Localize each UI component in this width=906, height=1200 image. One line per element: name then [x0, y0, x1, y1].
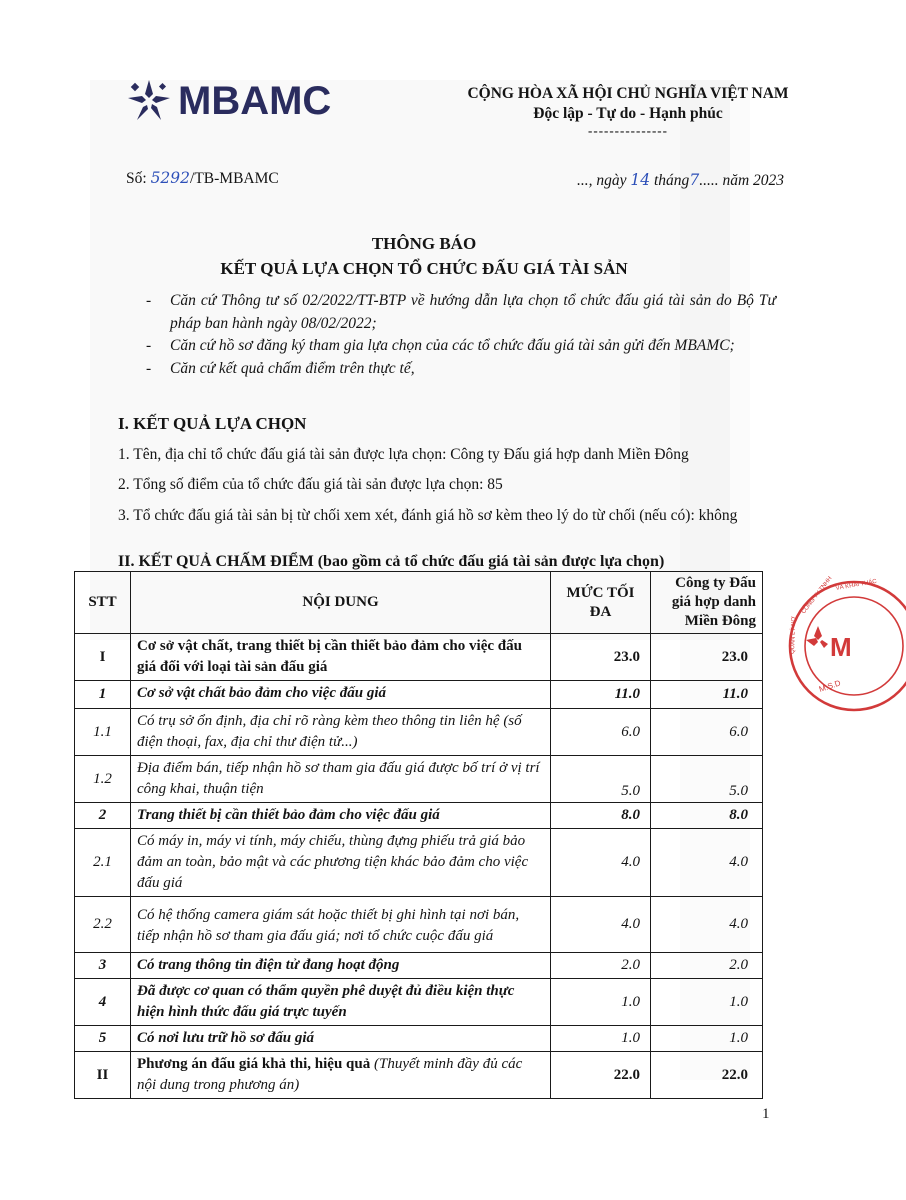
table-header-row — [75, 572, 763, 634]
country-name: CỘNG HÒA XÃ HỘI CHỦ NGHĨA VIỆT NAM — [467, 85, 789, 102]
notice-subtitle: KẾT QUẢ LỰA CHỌN TỔ CHỨC ĐẤU GIÁ TÀI SẢN — [220, 259, 628, 278]
table-row — [75, 709, 763, 756]
legal-basis-item — [146, 290, 776, 335]
row-stt: 1 — [75, 681, 131, 709]
row-content: Địa điểm bán, tiếp nhận hồ sơ tham gia đấu giá được bố trí ở vị trí công khai, thuận tiện — [131, 756, 551, 803]
heading-divider: --------------- — [588, 123, 668, 138]
row-content: Có trụ sở ổn định, địa chỉ rõ ràng kèm theo thông tin liên hệ (số điện thoại, fax, địa chỉ thư điện tử...) — [131, 709, 551, 756]
row-content: Có máy in, máy vi tính, máy chiếu, thùng đựng phiếu trả giá bảo đảm an toàn, bảo mật và các phương tiện khác bảo đảm cho việc đấu giá — [131, 829, 551, 897]
row-content: Trang thiết bị cần thiết bảo đảm cho việc đấu giá — [131, 803, 551, 829]
row-stt: I — [75, 634, 131, 681]
bullet: - — [146, 292, 152, 309]
row-score: 4.0 — [651, 897, 763, 953]
row-stt: 2 — [75, 803, 131, 829]
doc-number-suffix: /TB-MBAMC — [190, 170, 279, 187]
document-date — [577, 171, 784, 190]
row-stt: 1.1 — [75, 709, 131, 756]
row-score: 6.0 — [651, 709, 763, 756]
row-content: Cơ sở vật chất, trang thiết bị cần thiết bảo đảm cho việc đấu giá đối với loại tài sản đấu giá — [131, 634, 551, 681]
legal-basis-text: Căn cứ Thông tư số 02/2022/TT-BTP về hướng dẫn lựa chọn tổ chức đấu giá tài sản do Bộ Tư pháp ban hành ngày 08/02/2022; — [170, 292, 776, 332]
row-max: 8.0 — [551, 803, 651, 829]
row-max: 4.0 — [551, 829, 651, 897]
header-content: NỘI DUNG — [131, 572, 551, 634]
table-row — [75, 1026, 763, 1052]
bullet: - — [146, 359, 152, 377]
svg-text:M: M — [830, 632, 852, 662]
row-score: 8.0 — [651, 803, 763, 829]
row-max: 2.0 — [551, 953, 651, 979]
row-score: 2.0 — [651, 953, 763, 979]
row-max: 5.0 — [551, 756, 651, 803]
date-month-handwritten: 7 — [689, 171, 700, 189]
svg-text:CÔNG TY TNHH: CÔNG TY TNHH — [800, 575, 834, 616]
table-row — [75, 953, 763, 979]
date-year: ..... năm 2023 — [699, 172, 785, 189]
row-content: Có hệ thống camera giám sát hoặc thiết bị ghi hình tại nơi bán, tiếp nhận hồ sơ tham gia đấu giá; nơi tổ chức cuộc đấu giá — [131, 897, 551, 953]
row-max: 6.0 — [551, 709, 651, 756]
date-month-label: tháng — [650, 172, 690, 189]
header-stt: STT — [75, 572, 131, 634]
selected-organization: 1. Tên, địa chỉ tổ chức đấu giá tài sản được lựa chọn: Công ty Đấu giá hợp danh Miền Đông — [118, 446, 689, 463]
scoring-table — [74, 571, 763, 1099]
row-stt: 1.2 — [75, 756, 131, 803]
row-stt: 5 — [75, 1026, 131, 1052]
row-max: 22.0 — [551, 1052, 651, 1099]
date-prefix: ..., ngày — [577, 172, 631, 189]
table-row — [75, 979, 763, 1026]
row-score: 1.0 — [651, 979, 763, 1026]
svg-text:M.S.D: M.S.D — [817, 678, 842, 694]
row-score: 1.0 — [651, 1026, 763, 1052]
row-stt: 2.1 — [75, 829, 131, 897]
row-max: 23.0 — [551, 634, 651, 681]
row-stt: II — [75, 1052, 131, 1099]
row-max: 1.0 — [551, 979, 651, 1026]
row-content: Đã được cơ quan có thẩm quyền phê duyệt đủ điều kiện thực hiện hình thức đấu giá trực tuyến — [131, 979, 551, 1026]
table-row — [75, 1052, 763, 1099]
row-stt: 3 — [75, 953, 131, 979]
table-row — [75, 897, 763, 953]
row-content-bold: Phương án đấu giá khả thi, hiệu quả — [137, 1056, 371, 1072]
legal-basis-text: Căn cứ kết quả chấm điểm trên thực tế, — [170, 359, 415, 377]
legal-basis-text: Căn cứ hồ sơ đăng ký tham gia lựa chọn của các tổ chức đấu giá tài sản gửi đến MBAMC; — [170, 337, 735, 354]
row-max: 11.0 — [551, 681, 651, 709]
row-score: 4.0 — [651, 829, 763, 897]
bullet: - — [146, 337, 152, 354]
date-day-handwritten: 14 — [630, 171, 651, 189]
svg-text:VÀ KHAI THÁC: VÀ KHAI THÁC — [835, 578, 878, 592]
logo-wordmark: MBAMC — [178, 78, 332, 123]
mbamc-star-icon — [126, 78, 172, 124]
row-score: 5.0 — [651, 756, 763, 803]
national-motto: Độc lập - Tự do - Hạnh phúc — [533, 105, 723, 122]
legal-bases — [146, 290, 776, 380]
row-content: Cơ sở vật chất bảo đảm cho việc đấu giá — [131, 681, 551, 709]
row-stt: 4 — [75, 979, 131, 1026]
legal-basis-item — [146, 335, 776, 358]
notice-title: THÔNG BÁO — [371, 234, 477, 253]
row-score: 23.0 — [651, 634, 763, 681]
table-row — [75, 756, 763, 803]
row-max: 1.0 — [551, 1026, 651, 1052]
header-max: MỨC TỐI ĐA — [551, 572, 651, 634]
section-1-heading: I. KẾT QUẢ LỰA CHỌN — [118, 414, 307, 433]
legal-basis-item — [146, 358, 776, 381]
row-score: 22.0 — [651, 1052, 763, 1099]
row-stt: 2.2 — [75, 897, 131, 953]
mbamc-logo — [126, 78, 331, 124]
company-seal — [776, 574, 906, 720]
header-company: Công ty Đấu giá hợp danh Miền Đông — [651, 572, 763, 634]
row-content: Có trang thông tin điện tử đang hoạt động — [131, 953, 551, 979]
section-2-heading: II. KẾT QUẢ CHẤM ĐIỂM (bao gồm cả tổ chức đấu giá tài sản được lựa chọn) — [118, 553, 665, 570]
row-content-note: (Thuyết minh đầy đủ các nội dung trong phương án) — [137, 1056, 523, 1093]
total-score: 2. Tổng số điểm của tổ chức đấu giá tài sản được lựa chọn: 85 — [118, 476, 503, 493]
doc-number-prefix: Số: — [126, 170, 151, 187]
doc-number-handwritten: 5292 — [150, 169, 191, 187]
page-number: 1 — [762, 1106, 770, 1122]
table-row — [75, 634, 763, 681]
table-row — [75, 681, 763, 709]
row-content: Có nơi lưu trữ hồ sơ đấu giá — [131, 1026, 551, 1052]
national-heading — [418, 85, 838, 139]
document-number — [126, 169, 279, 188]
row-content — [131, 1052, 551, 1099]
row-max: 4.0 — [551, 897, 651, 953]
svg-text:QUẢN LÝ NỢ: QUẢN LÝ NỢ — [790, 616, 798, 655]
table-row — [75, 829, 763, 897]
row-score: 11.0 — [651, 681, 763, 709]
table-row — [75, 803, 763, 829]
rejected-organizations: 3. Tổ chức đấu giá tài sản bị từ chối xem xét, đánh giá hồ sơ kèm theo lý do từ chối (nếu có): không — [118, 507, 738, 524]
